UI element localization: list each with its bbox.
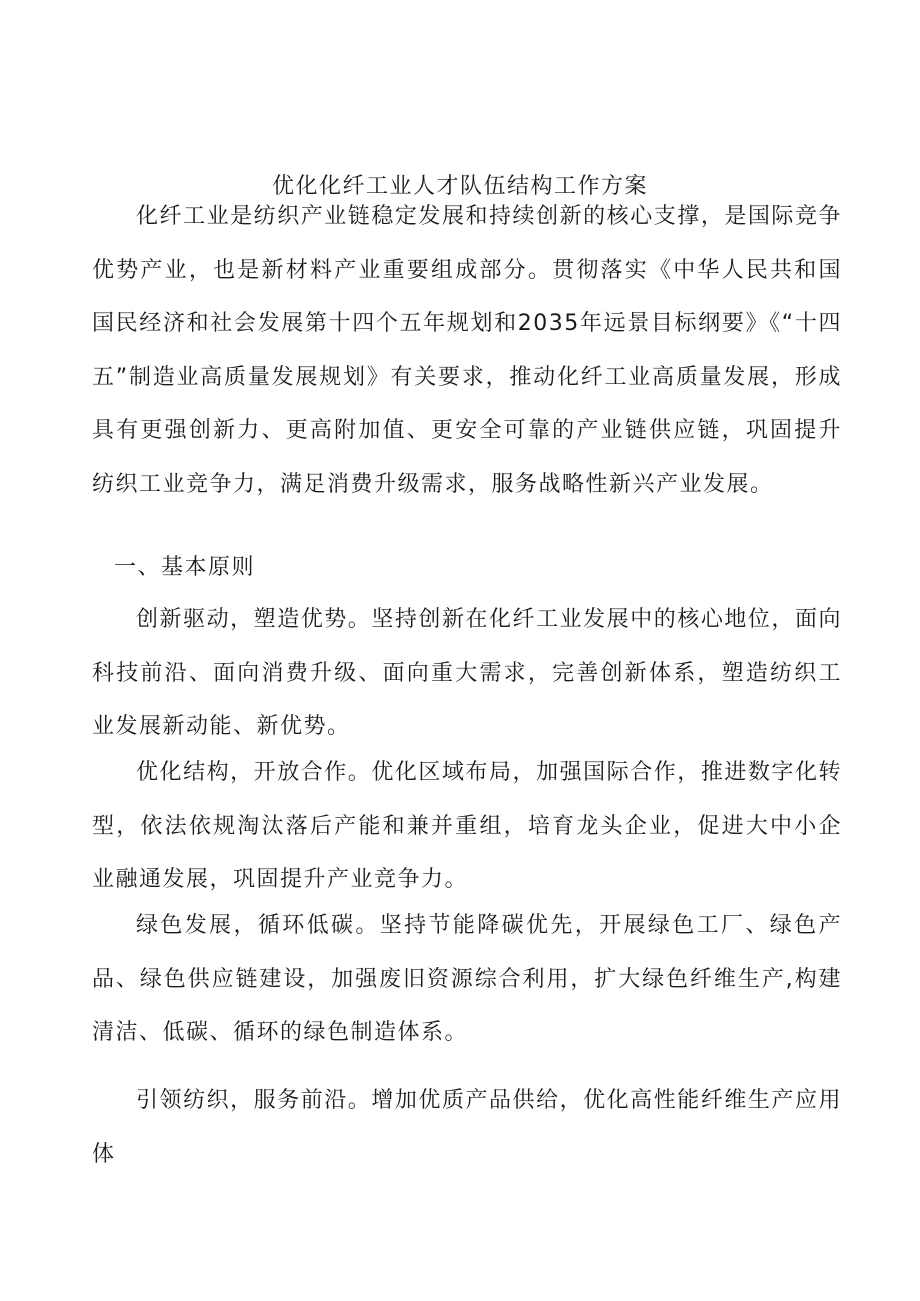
intro-paragraph: 化纤工业是纺织产业链稳定发展和持续创新的核心支撑，是国际竞争优势产业，也是新材料产业重要组成部分。贯彻落实《中华人民共和国国民经济和社会发展第十四个五年规划和2035年远景目标纲要》《“十四五”制造业高质量发展规划》有关要求，推动化纤工业高质量发展，形成具有更强创新力、更高附加值、更安全可靠的产业链供应链，巩固提升纺织工业竞争力，满足消费升级需求，服务战略性新兴产业发展。 — [92, 204, 842, 497]
section-heading: 一、基本原则 — [114, 555, 256, 580]
principle-paragraph-innovation: 创新驱动，塑造优势。坚持创新在化纤工业发展中的核心地位，面向科技前沿、面向消费升级、面向重大需求，完善创新体系，塑造纺织工业发展新动能、新优势。 — [92, 607, 842, 740]
principle-paragraph-green: 绿色发展，循环低碳。坚持节能降碳优先，开展绿色工厂、绿色产品、绿色供应链建设，加强废旧资源综合利用，扩大绿色纤维生产,构建清洁、低碳、循环的绿色制造体系。 — [92, 913, 842, 1046]
principle-paragraph-textile: 引领纺织，服务前沿。增加优质产品供给，优化高性能纤维生产应用体 — [92, 1088, 842, 1167]
principle-paragraph-structure: 优化结构，开放合作。优化区域布局，加强国际合作，推进数字化转型，依法依规淘汰落后产能和兼并重组，培育龙头企业，促进大中小企业融通发展，巩固提升产业竞争力。 — [92, 760, 842, 893]
document-title: 优化化纤工业人才队伍结构工作方案 — [271, 174, 648, 199]
